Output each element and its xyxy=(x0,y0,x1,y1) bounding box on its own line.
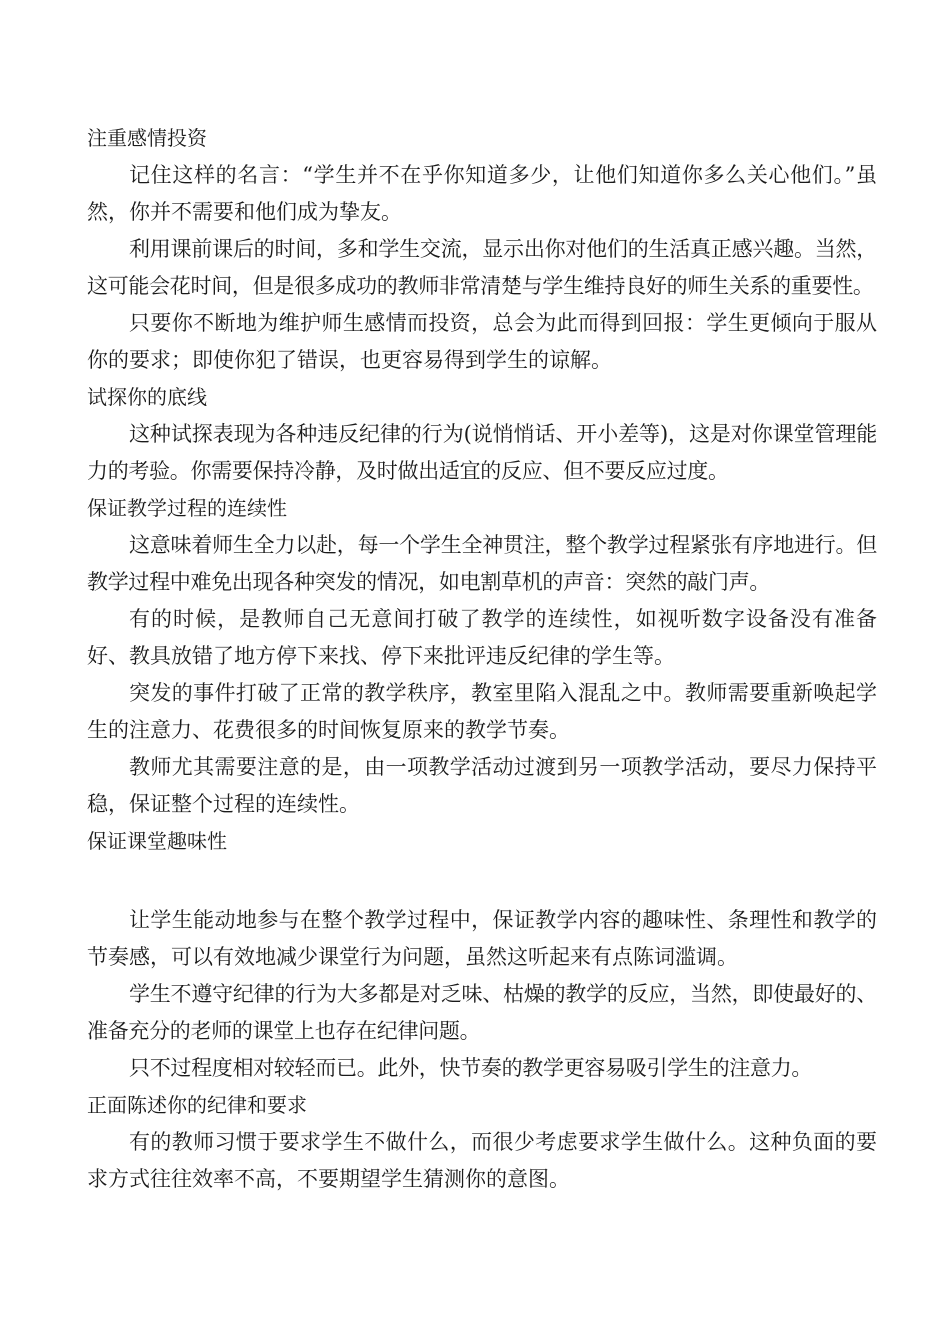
paragraph: 这种试探表现为各种违反纪律的行为(说悄悄话、开小差等)，这是对你课堂管理能力的考验。你需要保持冷静，及时做出适宜的反应、但不要反应过度。 xyxy=(87,422,877,483)
paragraph: 突发的事件打破了正常的教学秩序，教室里陷入混乱之中。教师需要重新唤起学生的注意力、花费很多的时间恢复原来的教学节奏。 xyxy=(87,681,877,742)
section-heading: 保证教学过程的连续性 xyxy=(87,496,287,520)
section-heading: 正面陈述你的纪律和要求 xyxy=(87,1093,307,1117)
section-heading: 试探你的底线 xyxy=(87,385,207,409)
paragraph: 有的时候，是教师自己无意间打破了教学的连续性，如视听数字设备没有准备好、教具放错了地方停下来找、停下来批评违反纪律的学生等。 xyxy=(87,607,877,668)
paragraph: 这意味着师生全力以赴，每一个学生全神贯注，整个教学过程紧张有序地进行。但教学过程中难免出现各种突发的情况，如电割草机的声音：突然的敲门声。 xyxy=(87,533,877,594)
paragraph: 教师尤其需要注意的是，由一项教学活动过渡到另一项教学活动，要尽力保持平稳，保证整个过程的连续性。 xyxy=(87,755,877,816)
section-heading: 注重感情投资 xyxy=(87,126,207,150)
paragraph: 记住这样的名言：“学生并不在乎你知道多少，让他们知道你多么关心他们。”虽然，你并不需要和他们成为挚友。 xyxy=(87,163,877,224)
paragraph: 只不过程度相对较轻而已。此外，快节奏的教学更容易吸引学生的注意力。 xyxy=(129,1056,813,1080)
paragraph: 只要你不断地为维护师生感情而投资，总会为此而得到回报：学生更倾向于服从你的要求；即使你犯了错误，也更容易得到学生的谅解。 xyxy=(87,311,877,372)
section-heading: 保证课堂趣味性 xyxy=(87,829,227,853)
blank-line xyxy=(87,860,877,902)
paragraph: 学生不遵守纪律的行为大多都是对乏味、枯燥的教学的反应，当然，即使最好的、准备充分的老师的课堂上也存在纪律问题。 xyxy=(87,982,877,1043)
paragraph: 有的教师习惯于要求学生不做什么，而很少考虑要求学生做什么。这种负面的要求方式往往效率不高，不要期望学生猜测你的意图。 xyxy=(87,1130,877,1191)
document-body xyxy=(87,120,877,1198)
paragraph: 利用课前课后的时间，多和学生交流，显示出你对他们的生活真正感兴趣。当然，这可能会花时间，但是很多成功的教师非常清楚与学生维持良好的师生关系的重要性。 xyxy=(87,237,877,298)
paragraph: 让学生能动地参与在整个教学过程中，保证教学内容的趣味性、条理性和教学的节奏感，可以有效地减少课堂行为问题，虽然这听起来有点陈词滥调。 xyxy=(87,908,877,969)
